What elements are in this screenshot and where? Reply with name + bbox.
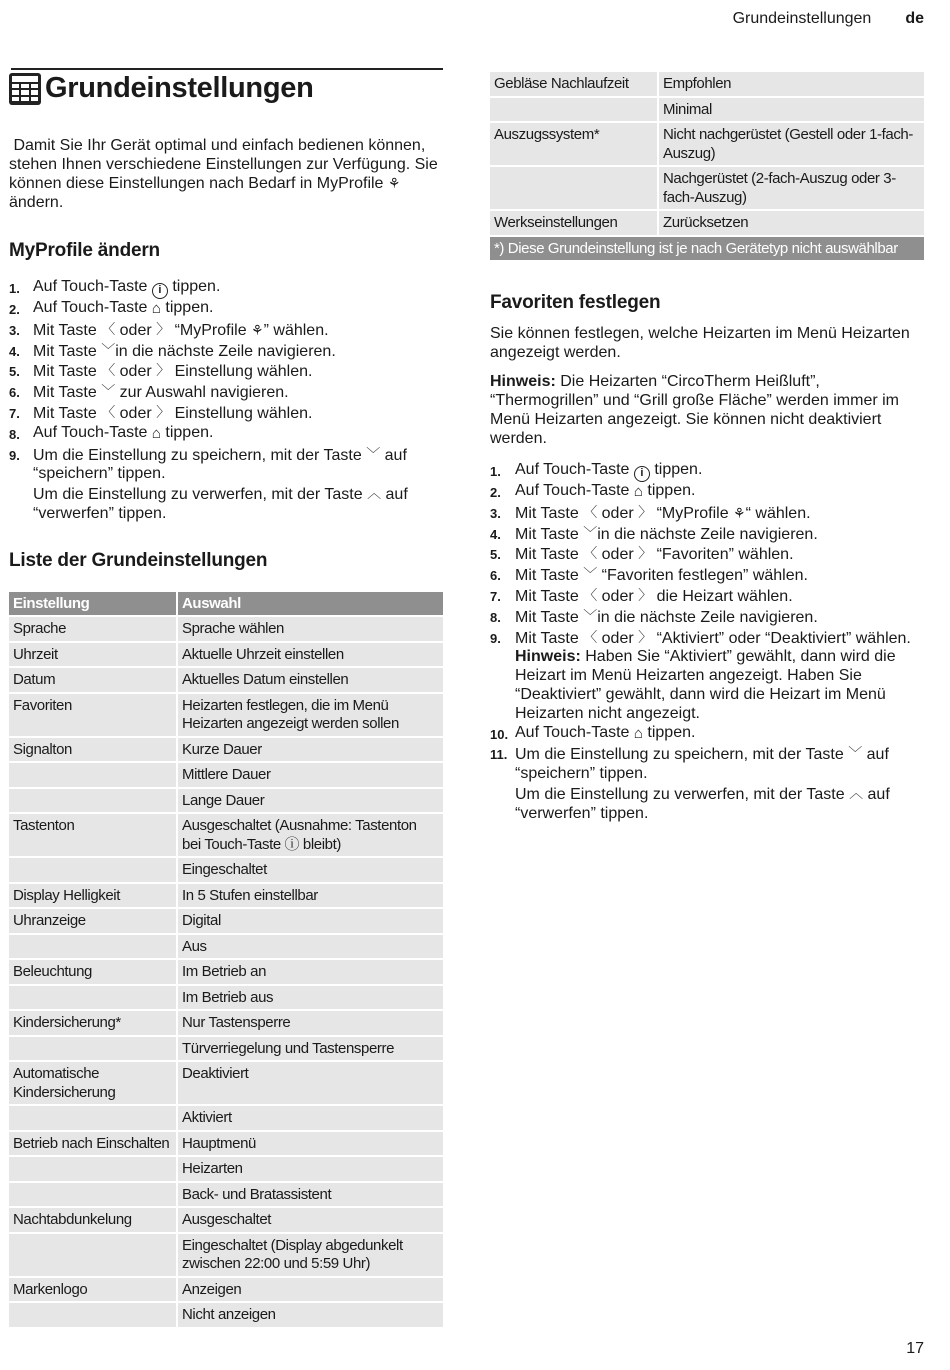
myprofile-icon: ⚘ (387, 175, 401, 191)
setting-name-cell: Sprache (9, 617, 178, 641)
chevron-right-icon: 〉 (638, 545, 653, 562)
list-item: 5. Mit Taste 〈 oder 〉 “Favoriten” wählen. (490, 545, 794, 564)
setting-option-cell: Kurze Dauer (178, 738, 443, 762)
settings-table (9, 590, 443, 1329)
setting-name-cell: Gebläse Nachlaufzeit (490, 72, 659, 96)
table-header-row (9, 592, 443, 616)
favorites-heading: Favoriten festlegen (490, 292, 661, 313)
right-column (490, 70, 924, 824)
list-item: 1. Auf Touch-Taste i tippen. (490, 461, 924, 482)
home-icon: ⌂ (633, 483, 643, 500)
intro-end: ändern. (9, 194, 64, 211)
hint-label: Hinweis: (515, 648, 581, 666)
list-item: 8. Auf Touch-Taste ⌂ tippen. (9, 423, 214, 442)
favorites-intro: Sie können festlegen, welche Heizarten im Menü Heizarten angezeigt werden. (490, 325, 910, 361)
column-header: Auswahl (178, 592, 443, 616)
info-icon: i (152, 283, 168, 299)
setting-option-cell: Nachgerüstet (2-fach-Auszug oder 3-fach-Auszug) (659, 167, 924, 209)
intro-text: Damit Sie Ihr Gerät optimal und einfach bedienen können, stehen Ihnen verschiedene Einstellungen zur Verfügung. Sie können diese Einstellungen nach Bedarf in MyProfile (9, 137, 438, 192)
table-row (9, 738, 443, 762)
list-item: 9. Um die Einstellung zu speichern, mit der Taste ﹀ auf “speichern” tippen. Um die Einstellung zu verwerfen, mit der Taste ︿ auf “verwerfen” tippen. (9, 445, 408, 522)
list-item: 7. Mit Taste 〈 oder 〉 die Heizart wählen. (490, 586, 793, 605)
table-row (9, 1106, 443, 1130)
info-icon: i (634, 466, 650, 482)
setting-option-cell: Anzeigen (178, 1278, 443, 1302)
list-item: 2. Auf Touch-Taste ⌂ tippen. (490, 482, 696, 500)
list-item: 11. Um die Einstellung zu speichern, mit der Taste ﹀ auf “speichern” tippen. Um die Einstellung zu verwerfen, mit der Taste ︿ auf “verwerfen” tippen. (490, 745, 890, 822)
table-row (9, 858, 443, 882)
setting-option-cell: Ausgeschaltet (Ausnahme: Tastenton bei Touch-Taste ⓘ bleibt) (178, 814, 443, 856)
left-column (9, 68, 443, 1329)
settings-table-continued (490, 70, 924, 262)
myprofile-heading: MyProfile ändern (9, 240, 160, 261)
chevron-left-icon: 〈 (101, 362, 116, 379)
table-row (9, 789, 443, 813)
setting-option-cell: Eingeschaltet (178, 858, 443, 882)
table-row (490, 123, 924, 165)
setting-name-cell (9, 1234, 178, 1276)
table-footnote-row (490, 237, 924, 261)
setting-option-cell: Aktiviert (178, 1106, 443, 1130)
favorites-steps (490, 461, 924, 824)
setting-name-cell: Auszugssystem* (490, 123, 659, 165)
page-title (9, 72, 443, 105)
setting-option-cell: Deaktiviert (178, 1062, 443, 1104)
table-footnote: *) Diese Grundeinstellung ist je nach Gerätetyp nicht auswählbar (490, 237, 924, 261)
setting-name-cell (9, 1037, 178, 1061)
table-row (9, 1011, 443, 1035)
table-row (9, 1278, 443, 1302)
table-row (9, 1183, 443, 1207)
chevron-down-icon: ﹀ (583, 566, 598, 583)
chevron-left-icon: 〈 (101, 403, 116, 420)
setting-option-cell: Back- und Bratassistent (178, 1183, 443, 1207)
setting-name-cell (9, 789, 178, 813)
header-section: Grundeinstellungen (732, 10, 872, 27)
chevron-down-icon: ﹀ (366, 445, 381, 462)
setting-name-cell: Automatische Kindersicherung (9, 1062, 178, 1104)
table-row (9, 694, 443, 736)
table-row (9, 935, 443, 959)
setting-option-cell: Im Betrieb an (178, 960, 443, 984)
setting-name-cell (9, 935, 178, 959)
setting-option-cell: Zurücksetzen (659, 211, 924, 235)
setting-name-cell: Nachtabdunkelung (9, 1208, 178, 1232)
home-icon: ⌂ (151, 424, 161, 442)
setting-option-cell: Empfohlen (659, 72, 924, 96)
intro-paragraph (9, 136, 443, 212)
chevron-left-icon: 〈 (583, 628, 598, 645)
setting-name-cell (9, 1303, 178, 1327)
list-item: 6. Mit Taste ﹀ zur Auswahl navigieren. (9, 383, 289, 402)
setting-option-cell: Minimal (659, 98, 924, 122)
table-row (9, 1037, 443, 1061)
table-row (9, 1062, 443, 1104)
table-row (490, 167, 924, 209)
chevron-up-icon: ︿ (367, 485, 382, 502)
favorites-hint (490, 372, 924, 448)
setting-name-cell: Markenlogo (9, 1278, 178, 1302)
setting-option-cell: Heizarten (178, 1157, 443, 1181)
setting-name-cell: Betrieb nach Einschalten (9, 1132, 178, 1156)
list-item: 4. Mit Taste ﹀in die nächste Zeile navigieren. (9, 341, 336, 360)
list-item: 4. Mit Taste ﹀in die nächste Zeile navigieren. (490, 524, 818, 543)
home-icon: ⌂ (151, 300, 161, 317)
myprofile-icon: ⚘ (251, 321, 264, 338)
setting-option-cell: Lange Dauer (178, 789, 443, 813)
table-row (9, 617, 443, 641)
setting-option-cell: Aktuelles Datum einstellen (178, 668, 443, 692)
settings-list-heading: Liste der Grundeinstellungen (9, 549, 268, 571)
setting-name-cell (9, 986, 178, 1010)
setting-option-cell: Türverriegelung und Tastensperre (178, 1037, 443, 1061)
setting-name-cell: Tastenton (9, 814, 178, 856)
setting-name-cell (9, 1157, 178, 1181)
table-row (9, 960, 443, 984)
setting-option-cell: Aus (178, 935, 443, 959)
setting-name-cell: Signalton (9, 738, 178, 762)
setting-name-cell: Beleuchtung (9, 960, 178, 984)
setting-option-cell: Nicht nachgerüstet (Gestell oder 1-fach-Auszug) (659, 123, 924, 165)
setting-name-cell: Uhranzeige (9, 909, 178, 933)
chevron-down-icon: ﹀ (101, 383, 116, 400)
setting-option-cell: Ausgeschaltet (178, 1208, 443, 1232)
table-row (9, 1234, 443, 1276)
list-item: 7. Mit Taste 〈 oder 〉 Einstellung wählen. (9, 403, 313, 422)
chevron-down-icon: ﹀ (101, 341, 116, 358)
setting-name-cell (490, 98, 659, 122)
chevron-left-icon: 〈 (583, 545, 598, 562)
chevron-right-icon: 〉 (156, 362, 171, 379)
table-row (9, 986, 443, 1010)
table-row (490, 98, 924, 122)
chevron-up-icon: ︿ (849, 784, 864, 801)
table-row (9, 814, 443, 856)
table-row (9, 668, 443, 692)
setting-name-cell (490, 167, 659, 209)
setting-option-cell: Digital (178, 909, 443, 933)
list-item: 5. Mit Taste 〈 oder 〉 Einstellung wählen. (9, 362, 313, 381)
page-title-text: Grundeinstellungen (45, 72, 314, 104)
setting-option-cell: Im Betrieb aus (178, 986, 443, 1010)
setting-option-cell: Aktuelle Uhrzeit einstellen (178, 643, 443, 667)
setting-option-cell: Heizarten festlegen, die im Menü Heizarten angezeigt werden sollen (178, 694, 443, 736)
setting-option-cell: In 5 Stufen einstellbar (178, 884, 443, 908)
table-row (9, 643, 443, 667)
title-rule (11, 68, 443, 70)
myprofile-icon: ⚘ (733, 504, 746, 521)
setting-option-cell: Mittlere Dauer (178, 763, 443, 787)
setting-name-cell (9, 1106, 178, 1130)
setting-option-cell: Hauptmenü (178, 1132, 443, 1156)
setting-name-cell: Favoriten (9, 694, 178, 736)
table-row (490, 211, 924, 235)
table-row (9, 884, 443, 908)
list-item: 8. Mit Taste ﹀in die nächste Zeile navigieren. (490, 607, 818, 626)
setting-name-cell (9, 763, 178, 787)
table-row (9, 1208, 443, 1232)
list-item: 3. Mit Taste 〈 oder 〉 “MyProfile ⚘” wählen. (9, 320, 329, 339)
chevron-down-icon: ﹀ (583, 607, 598, 624)
setting-name-cell: Kindersicherung* (9, 1011, 178, 1035)
table-row (9, 1132, 443, 1156)
chevron-down-icon: ﹀ (848, 745, 863, 762)
setting-option-cell: Sprache wählen (178, 617, 443, 641)
setting-name-cell: Datum (9, 668, 178, 692)
list-item: 10. Auf Touch-Taste ⌂ tippen. (490, 723, 696, 742)
hint-text: Die Heizarten “CircoTherm Heißluft”, “Thermogrillen” und “Grill große Fläche” werden immer im Menü Heizarten angezeigt. Sie können nicht deaktiviert werden. (490, 373, 899, 447)
table-row (9, 909, 443, 933)
chevron-right-icon: 〉 (156, 403, 171, 420)
setting-name-cell (9, 1183, 178, 1207)
chevron-right-icon: 〉 (156, 320, 171, 337)
setting-option-cell: Nur Tastensperre (178, 1011, 443, 1035)
page-number: 17 (906, 1340, 924, 1357)
setting-option-cell: Nicht anzeigen (178, 1303, 443, 1327)
myprofile-steps (9, 278, 443, 524)
hint-label: Hinweis: (490, 373, 556, 390)
table-row (9, 1157, 443, 1181)
chevron-right-icon: 〉 (638, 503, 653, 520)
chevron-right-icon: 〉 (638, 628, 653, 645)
setting-name-cell: Werkseinstellungen (490, 211, 659, 235)
chevron-left-icon: 〈 (583, 503, 598, 520)
table-row (9, 763, 443, 787)
list-item: 9. Mit Taste 〈 oder 〉 “Aktiviert” oder “Deaktiviert” wählen. Hinweis: Haben Sie “Aktiviert” gewählt, dann wird die Heizart im Menü Heizarten angezeigt. Haben Sie “Deaktiviert” gewählt, dann wird die Heizart im Menü Heizarten nicht angezeigt. (490, 628, 911, 722)
chevron-left-icon: 〈 (583, 586, 598, 603)
list-item: 3. Mit Taste 〈 oder 〉 “MyProfile ⚘“ wählen. (490, 503, 811, 522)
list-item: 6. Mit Taste ﹀ “Favoriten festlegen” wählen. (490, 566, 808, 585)
table-row (9, 1303, 443, 1327)
list-item: 2. Auf Touch-Taste ⌂ tippen. (9, 299, 214, 317)
list-item: 1. Auf Touch-Taste i tippen. (9, 278, 443, 299)
chevron-right-icon: 〉 (638, 586, 653, 603)
table-row (490, 72, 924, 96)
chevron-down-icon: ﹀ (583, 524, 598, 541)
running-header (733, 10, 924, 28)
settings-grid-icon (9, 73, 41, 105)
column-header: Einstellung (9, 592, 178, 616)
home-icon: ⌂ (633, 724, 643, 742)
setting-name-cell: Display Helligkeit (9, 884, 178, 908)
setting-option-cell: Eingeschaltet (Display abgedunkelt zwischen 22:00 und 5:59 Uhr) (178, 1234, 443, 1276)
setting-name-cell: Uhrzeit (9, 643, 178, 667)
chevron-left-icon: 〈 (101, 320, 116, 337)
header-language: de (905, 10, 924, 27)
setting-name-cell (9, 858, 178, 882)
